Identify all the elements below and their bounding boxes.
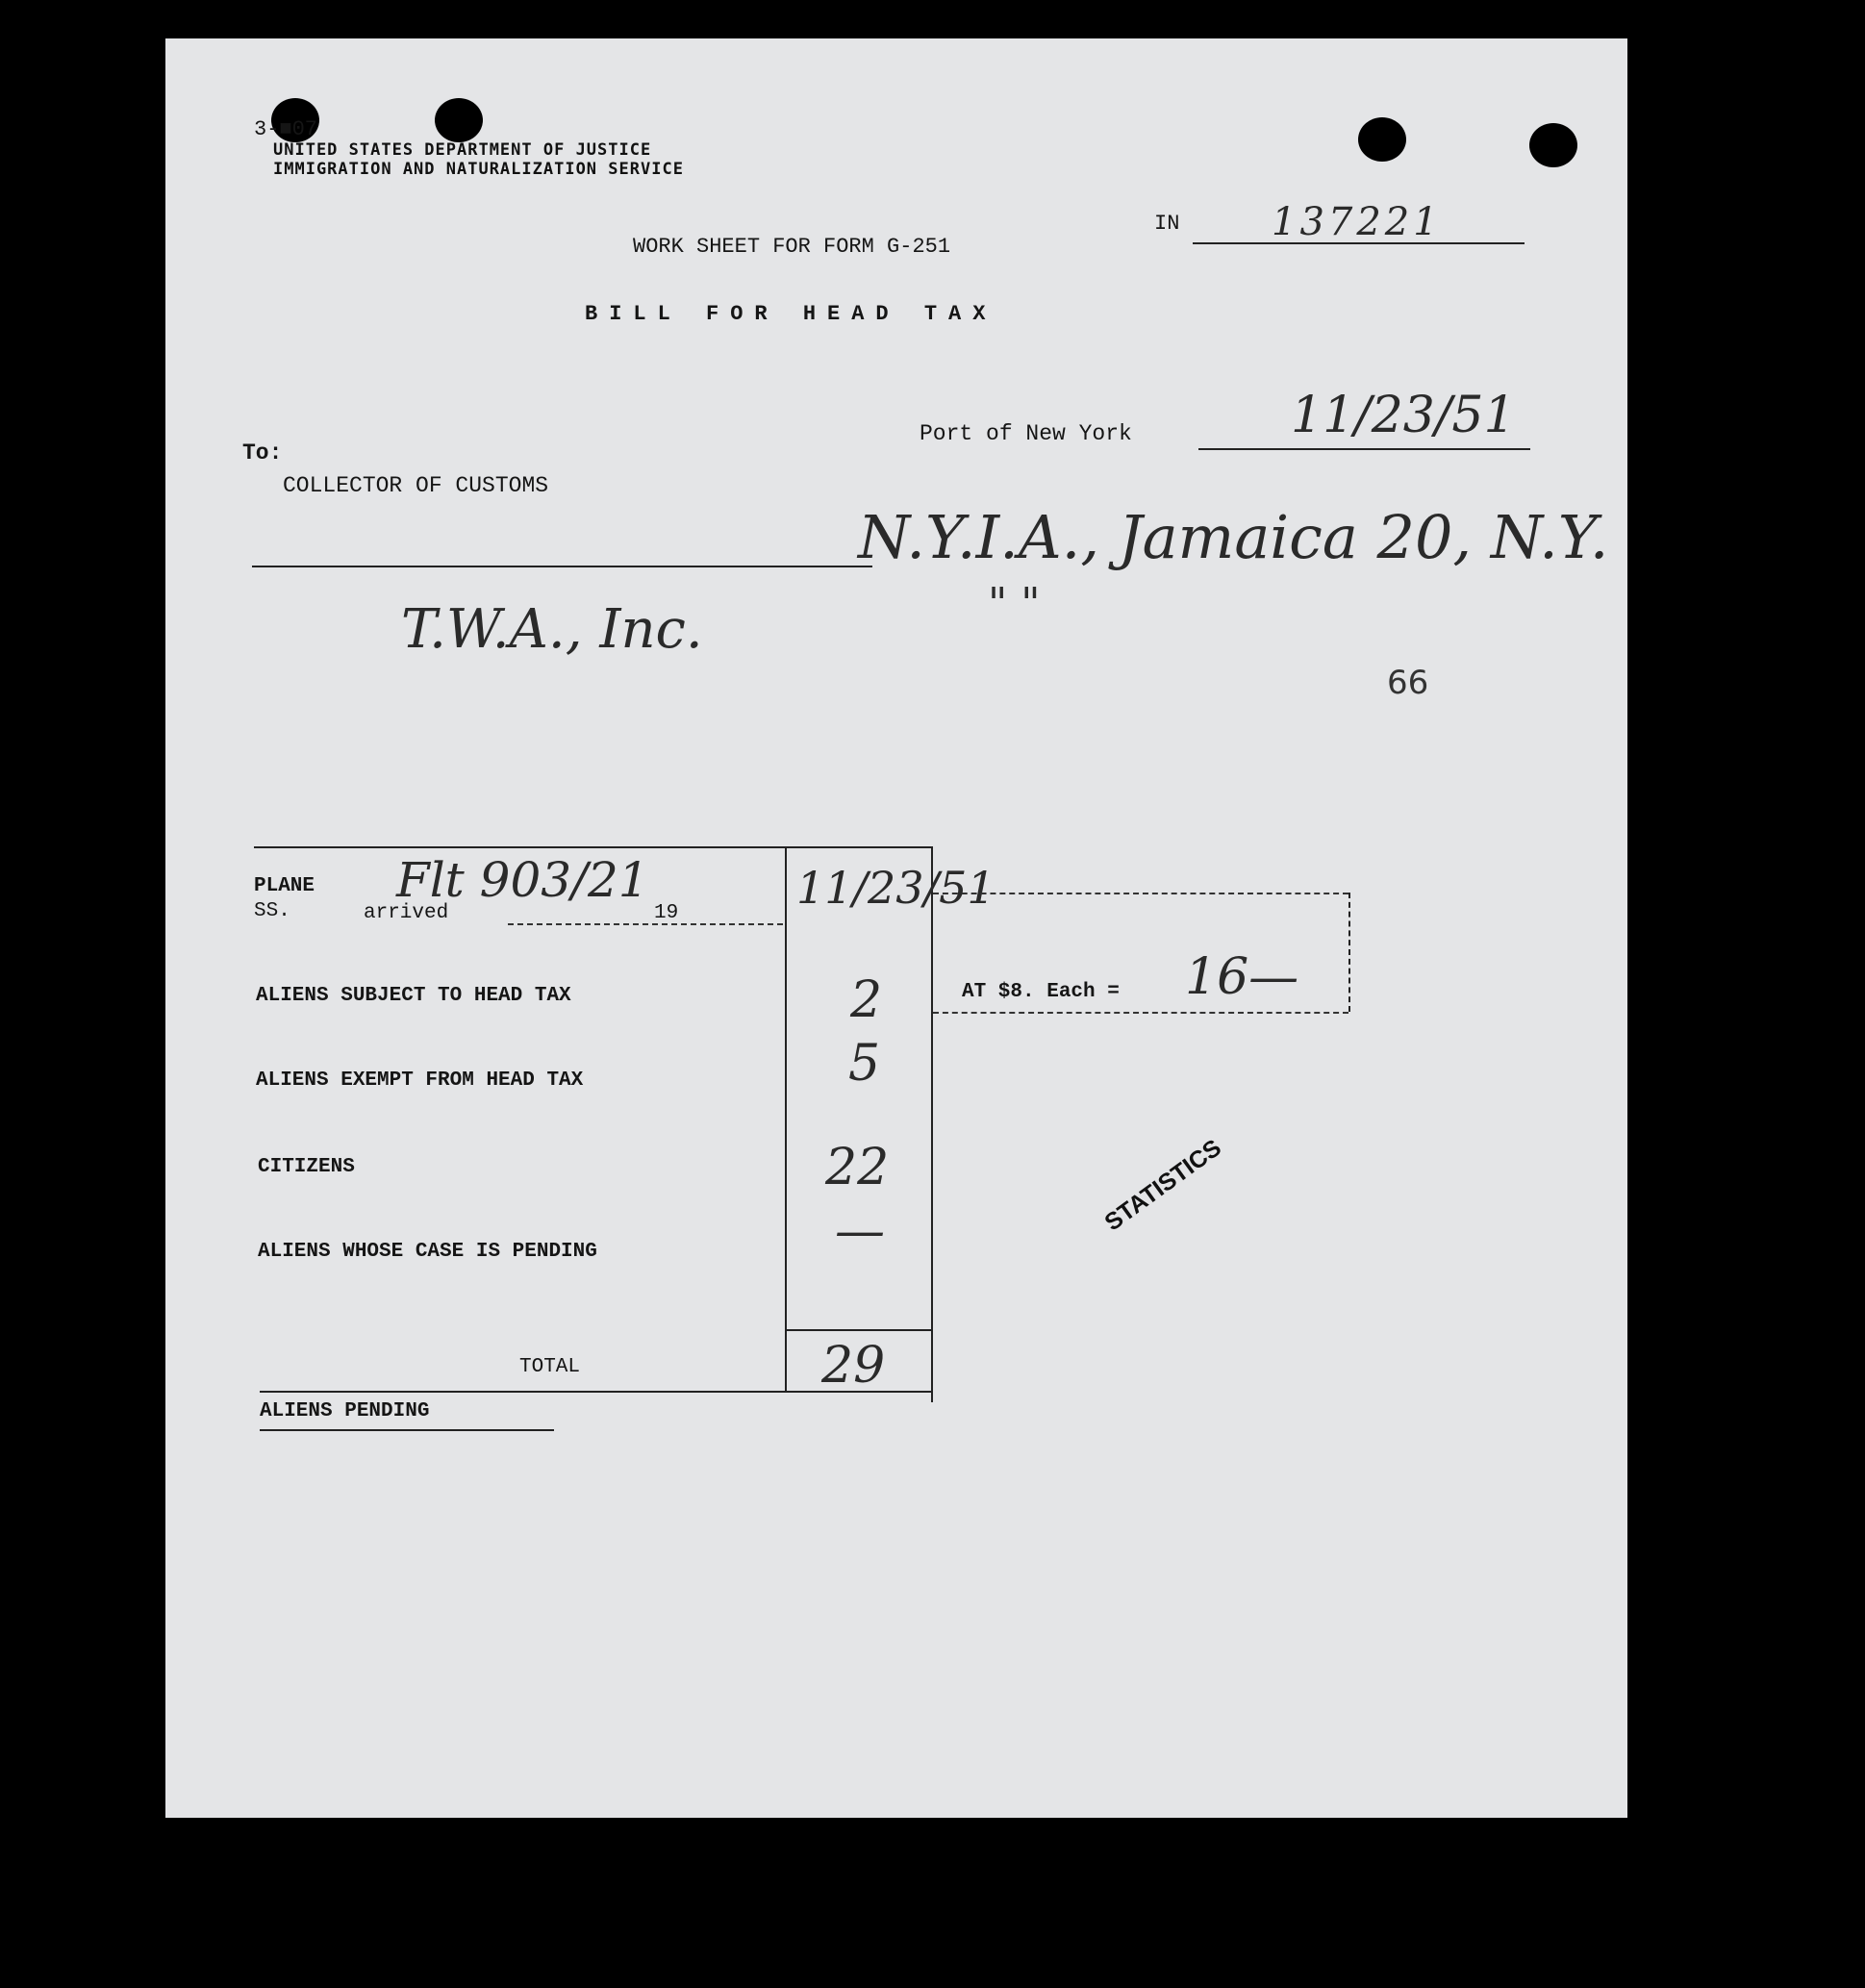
rate-amount: 16— <box>1185 948 1299 1006</box>
tax-box-right <box>1348 893 1350 1012</box>
aliens-pending-label: ALIENS PENDING <box>260 1400 430 1422</box>
collector-of-customs: COLLECTOR OF CUSTOMS <box>283 473 549 498</box>
in-number: 137221 <box>1272 200 1442 244</box>
statistics-stamp: STATISTICS <box>1099 1134 1226 1237</box>
service-name: IMMIGRATION AND NATURALIZATION SERVICE <box>273 160 684 179</box>
punch-hole <box>1358 117 1406 162</box>
count-column-right-border <box>931 846 933 1402</box>
row-label-subject-to-tax: ALIENS SUBJECT TO HEAD TAX <box>256 985 571 1007</box>
department-name: UNITED STATES DEPARTMENT OF JUSTICE <box>273 140 652 160</box>
row-value-subject-to-tax: 2 <box>850 971 883 1029</box>
address-line <box>252 566 872 567</box>
total-value: 29 <box>821 1337 886 1395</box>
ss-label: SS. <box>254 900 290 922</box>
row-label-case-pending: ALIENS WHOSE CASE IS PENDING <box>258 1241 597 1263</box>
form-number: 3-■07 <box>254 117 318 141</box>
carrier-name: T.W.A., Inc. <box>401 598 703 661</box>
rate-label: AT $8. Each = <box>962 981 1120 1003</box>
in-label: IN <box>1154 212 1180 236</box>
bill-title: BILL FOR HEAD TAX <box>585 302 997 326</box>
aliens-pending-line <box>260 1429 554 1431</box>
in-number-line <box>1193 242 1525 244</box>
arrived-label: arrived <box>364 902 449 924</box>
arrival-date: 11/23/51 <box>796 862 996 914</box>
port-date: 11/23/51 <box>1291 387 1516 444</box>
ditto-marks: " " <box>988 579 1041 628</box>
row-value-citizens: 22 <box>825 1139 890 1196</box>
count-column-left-border <box>785 846 787 1393</box>
arrival-date-line <box>508 923 783 925</box>
plane-label: PLANE <box>254 875 315 897</box>
worksheet-title: WORK SHEET FOR FORM G-251 <box>633 235 951 259</box>
flight-number: Flt 903/21 <box>396 852 649 908</box>
document-sheet <box>165 38 1627 1818</box>
row-label-exempt-from-tax: ALIENS EXEMPT FROM HEAD TAX <box>256 1069 584 1092</box>
table-top-line <box>254 846 933 848</box>
year-prefix: 19 <box>654 902 679 924</box>
total-top-line <box>785 1329 931 1331</box>
total-label: TOTAL <box>519 1356 581 1378</box>
tax-box-bottom <box>933 1012 1348 1014</box>
tax-box-top <box>933 893 1348 894</box>
to-label: To: <box>242 440 283 466</box>
punch-hole <box>1529 123 1577 167</box>
punch-hole <box>435 98 483 142</box>
port-label: Port of New York <box>920 421 1132 446</box>
port-date-line <box>1198 448 1530 450</box>
handwritten-location: N.Y.I.A., Jamaica 20, N.Y. <box>858 502 1609 572</box>
row-label-citizens: CITIZENS <box>258 1156 355 1178</box>
code-number: 66 <box>1387 664 1429 702</box>
row-value-case-pending: — <box>835 1202 885 1260</box>
total-bottom-line <box>260 1391 933 1393</box>
row-value-exempt-from-tax: 5 <box>848 1035 881 1093</box>
